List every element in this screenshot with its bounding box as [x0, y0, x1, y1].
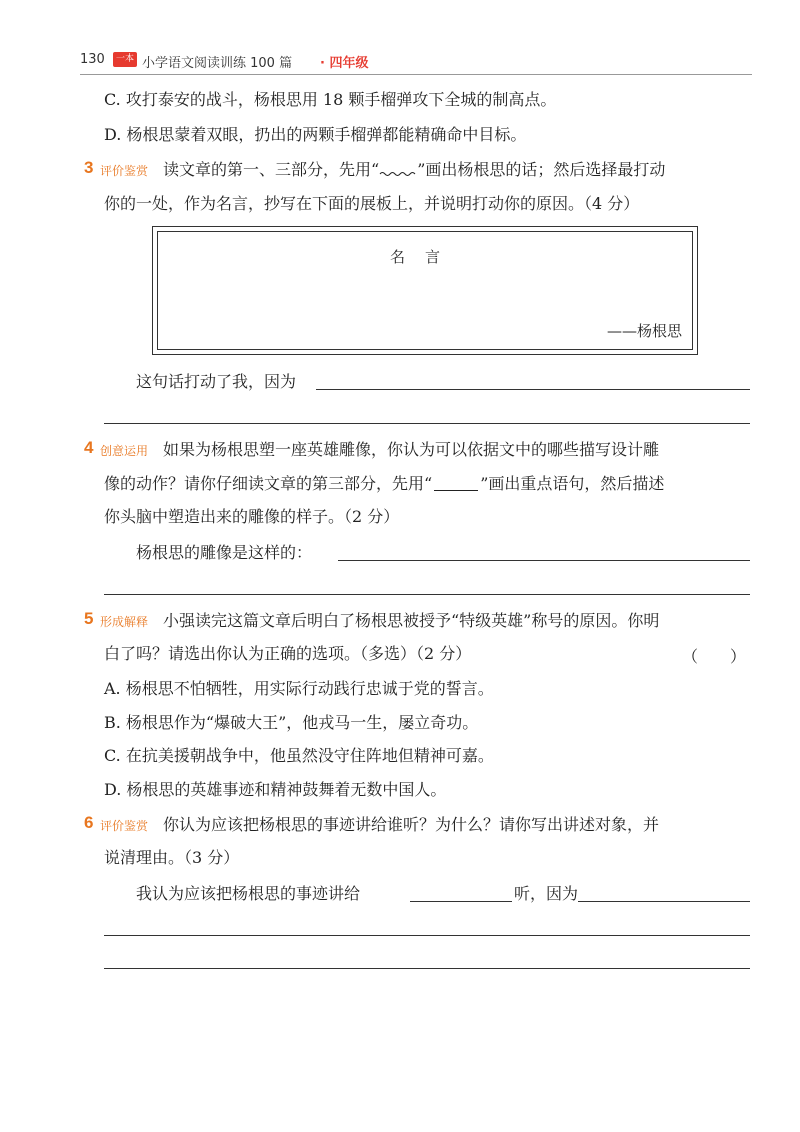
- answer-line[interactable]: [578, 901, 750, 902]
- header-divider: [80, 74, 752, 75]
- question-3-tag: 评价鉴赏: [100, 164, 149, 178]
- answer-line[interactable]: [104, 594, 750, 595]
- question-6-line-1: 你认为应该把杨根思的事迹讲给谁听？为什么？请你写出讲述对象，并: [163, 815, 660, 834]
- question-3-line-2: 你的一处，作为名言，抄写在下面的展板上，并说明打动你的原因。（4 分）: [104, 194, 640, 213]
- page-number: 130: [80, 52, 105, 67]
- question-4-line-3: 你头脑中塑造出来的雕像的样子。（2 分）: [104, 507, 400, 526]
- wavy-underline-icon: [379, 163, 417, 177]
- question-3-line-1: 读文章的第一、三部分，先用“ ”画出杨根思的话；然后选择最打动: [163, 160, 666, 179]
- answer-line[interactable]: [410, 901, 512, 902]
- question-6-answer-prompt-b: 听，因为: [514, 884, 579, 903]
- grade-label: · 四年级: [320, 56, 369, 71]
- question-5-line-2: 白了吗？请选出你认为正确的选项。（多选）（2 分）: [104, 644, 472, 663]
- question-5-option-d: D. 杨根思的英雄事迹和精神鼓舞着无数中国人。: [104, 780, 447, 799]
- question-6-number: 6: [84, 813, 94, 832]
- question-4-answer-prompt: 杨根思的雕像是这样的：: [136, 543, 313, 562]
- question-6-line-2: 说清理由。（3 分）: [104, 848, 240, 867]
- answer-line[interactable]: [104, 423, 750, 424]
- question-4-line-1: 如果为杨根思塑一座英雄雕像，你认为可以依据文中的哪些描写设计雕: [163, 440, 660, 459]
- question-4-tag: 创意运用: [100, 444, 149, 458]
- question-5-number: 5: [84, 609, 94, 628]
- quote-board-title: 名言: [389, 248, 460, 266]
- question-3-answer-prompt: 这句话打动了我，因为: [136, 372, 297, 391]
- q2-option-d: D. 杨根思蒙着双眼，扔出的两颗手榴弹都能精确命中目标。: [104, 125, 527, 144]
- answer-line[interactable]: [104, 935, 750, 936]
- q2-option-c: C. 攻打泰安的战斗，杨根思用 18 颗手榴弹攻下全城的制高点。: [104, 90, 557, 109]
- question-5-tag: 形成解释: [100, 615, 149, 629]
- brand-logo: 一本: [113, 52, 137, 67]
- quote-board: [152, 226, 698, 355]
- answer-line[interactable]: [104, 968, 750, 969]
- answer-line[interactable]: [338, 560, 750, 561]
- answer-line[interactable]: [316, 389, 750, 390]
- question-6-answer-prompt-a: 我认为应该把杨根思的事迹讲给: [136, 884, 361, 903]
- question-5-option-c: C. 在抗美援朝战争中，他虽然没守住阵地但精神可嘉。: [104, 746, 494, 765]
- question-6-tag: 评价鉴赏: [100, 819, 149, 833]
- question-4-number: 4: [84, 438, 94, 457]
- question-5-option-b: B. 杨根思作为“爆破大王”，他戎马一生，屡立奇功。: [104, 713, 479, 732]
- question-5-option-a: A. 杨根思不怕牺牲，用实际行动践行忠诚于党的誓言。: [104, 679, 494, 698]
- question-5-line-1: 小强读完这篇文章后明白了杨根思被授予“特级英雄”称号的原因。你明: [163, 611, 660, 630]
- answer-bracket[interactable]: （ ）: [682, 647, 747, 666]
- question-3-number: 3: [84, 158, 94, 177]
- quote-board-signature: ——杨根思: [606, 322, 682, 340]
- series-title: 小学语文阅读训练 100 篇: [142, 56, 293, 71]
- quote-board-inner: [157, 231, 693, 350]
- underline-mark: [434, 476, 478, 491]
- question-4-line-2: 像的动作？请你仔细读文章的第三部分，先用“ ”画出重点语句，然后描述: [104, 474, 665, 493]
